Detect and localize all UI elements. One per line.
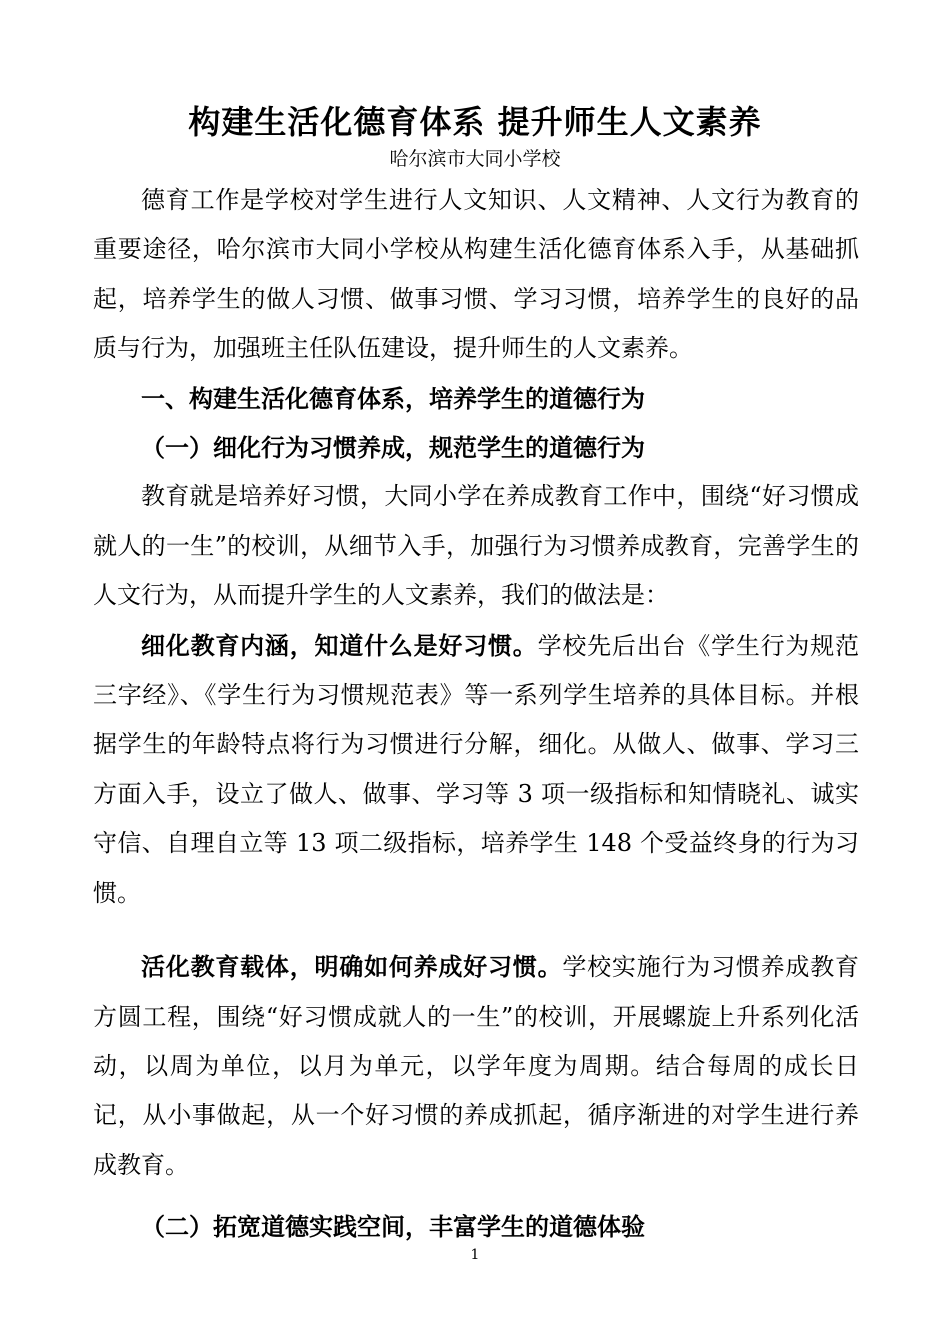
document-body [93,176,859,1252]
point-2-lead: 活化教育载体，明确如何养成好习惯。 [141,952,563,982]
subsection-heading-2: （二）拓宽道德实践空间，丰富学生的道德体验 [141,1212,645,1242]
point-1-lead: 细化教育内涵，知道什么是好习惯。 [141,630,538,660]
document-subtitle: 哈尔滨市大同小学校 [389,148,561,170]
subsection-heading-1: （一）细化行为习惯养成，规范学生的道德行为 [141,433,645,463]
document-title: 构建生活化德育体系 提升师生人文素养 [188,103,762,141]
section-heading-1: 一、构建生活化德育体系，培养学生的道德行为 [141,383,645,413]
subsection-1-paragraph: 教育就是培养好习惯，大同小学在养成教育工作中，围绕“好习惯成就人的一生”的校训，从细节入手，加强行为习惯养成教育，完善学生的人文行为，从而提升学生的人文素养，我们的做法是： [93,482,859,610]
intro-paragraph: 德育工作是学校对学生进行人文知识、人文精神、人文行为教育的重要途径，哈尔滨市大同小学校从构建生活化德育体系入手，从基础抓起，培养学生的做人习惯、做事习惯、学习习惯，培养学生的良好的品质与行为，加强班主任队伍建设，提升师生的人文素养。 [93,186,859,363]
point-2-text: 学校实施行为习惯养成教育方圆工程，围绕“好习惯成就人的一生”的校训，开展螺旋上升系列化活动，以周为单位，以月为单元，以学年度为周期。结合每周的成长日记，从小事做起，从一个好习惯的养成抓起，循序渐进的对学生进行养成教育。 [93,953,860,1179]
point-2-paragraph [93,942,859,1190]
point-1-text: 学校先后出台《学生行为规范三字经》、《学生行为习惯规范表》等一系列学生培养的具体目标。并根据学生的年龄特点将行为习惯进行分解，细化。从做人、做事、学习三方面入手，设立了做人、做事、学习等 3 项一级指标和知情晓礼、诚实守信、自理自立等 13 项二级指标，培养学生 148 个受益终身的行为习惯。 [93,631,860,907]
page-number: 1 [470,1247,480,1263]
point-1-paragraph [93,621,859,918]
